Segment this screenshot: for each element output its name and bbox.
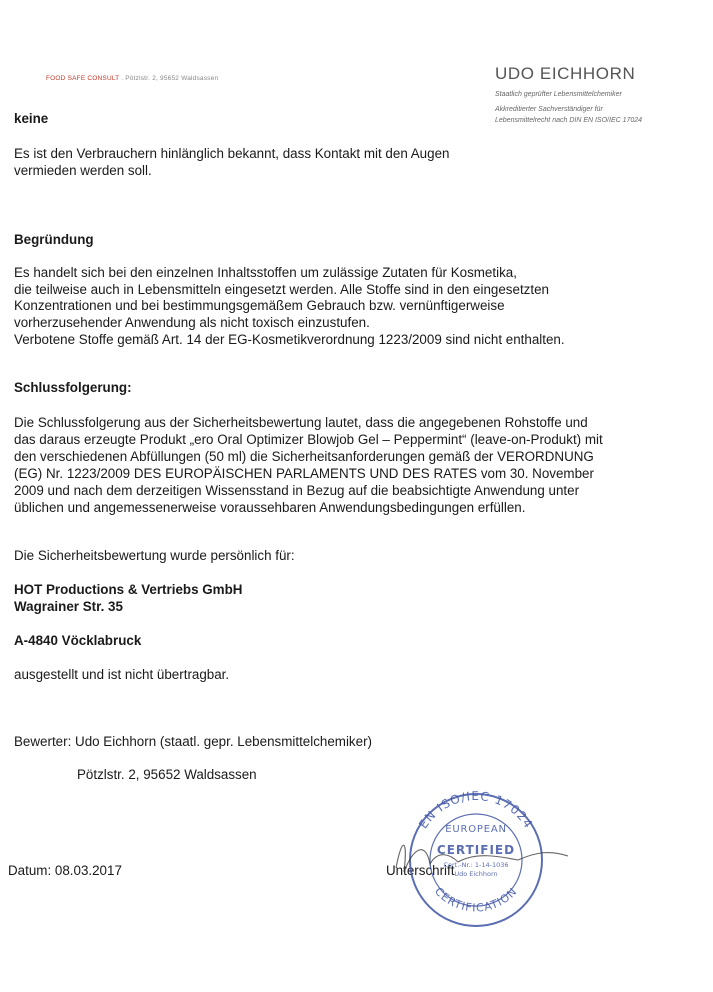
certification-stamp: [378, 780, 578, 930]
signature-label: Unterschrift: [386, 863, 455, 878]
begruendung-line: vorherzusehender Anwendung als nicht toxisch einzustufen.: [14, 315, 370, 330]
begruendung-line: Verbotene Stoffe gemäß Art. 14 der EG-Kosmetikverordnung 1223/2009 sind nicht enthalten.: [14, 332, 565, 347]
brand-name: UDO EICHHORN: [495, 64, 636, 83]
schluss-line: 2009 und nach dem derzeitigen Wissensstand in Bezug auf die beabsichtigte Anwendung unter: [14, 483, 580, 498]
stamp-holder: Udo Eichhorn: [454, 870, 498, 878]
stamp-ring-top: EN ISO/IEC 17024: [416, 788, 536, 832]
begruendung-heading: Begründung: [14, 232, 94, 247]
stamp-cert-no: Cert.-Nr.: 1-14-1036: [443, 861, 509, 869]
sender-address: Pötzlstr. 2, 95652 Waldsassen: [125, 75, 219, 82]
company-city: A-4840 Vöcklabruck: [14, 633, 142, 648]
credential-line: Lebensmittelrecht nach DIN EN ISO/IEC 17024: [495, 117, 643, 124]
company-name: HOT Productions & Vertriebs GmbH: [14, 582, 243, 597]
stamp-european: EUROPEAN: [445, 824, 507, 835]
date-line: Datum: 08.03.2017: [8, 863, 122, 878]
begruendung-line: Konzentrationen und bei bestimmungsgemäßem Gebrauch bzw. vernünftigerweise: [14, 298, 505, 313]
schluss-heading: Schlussfolgerung:: [14, 380, 132, 395]
begruendung-line: Es handelt sich bei den einzelnen Inhaltsstoffen um zulässige Zutaten für Kosmetika,: [14, 265, 517, 280]
issued-for-text: Die Sicherheitsbewertung wurde persönlich für:: [14, 548, 295, 563]
eye-contact-line: vermieden werden soll.: [14, 163, 152, 178]
schluss-line: Die Schlussfolgerung aus der Sicherheitsbewertung lautet, dass die angegebenen Rohstoffe und: [14, 415, 588, 430]
sender-line: FOOD SAFE CONSULT . Pötzlstr. 2, 95652 Waldsassen: [46, 75, 219, 82]
keine-label: keine: [14, 111, 49, 126]
stamp-ring-bottom: CERTIFICATION: [431, 884, 521, 915]
evaluator-line: Bewerter: Udo Eichhorn (staatl. gepr. Lebensmittelchemiker): [14, 734, 372, 749]
evaluator-address: Pötzlstr. 2, 95652 Waldsassen: [77, 767, 257, 782]
stamp-graphic: [378, 780, 578, 930]
company-street: Wagrainer Str. 35: [14, 599, 123, 614]
schluss-line: das daraus erzeugte Produkt „ero Oral Optimizer Blowjob Gel – Peppermint“ (leave-on-Produkt) mit: [14, 432, 603, 447]
schluss-line: den verschiedenen Abfüllungen (50 ml) die Sicherheitsanforderungen gemäß der VERORDNUNG: [14, 449, 594, 464]
schluss-line: üblichen und angemessenerweise voraussehbaren Anwendungsbedingungen erfüllen.: [14, 500, 526, 515]
credential-line: Akkreditierter Sachverständiger für: [495, 106, 603, 113]
issued-note: ausgestellt und ist nicht übertragbar.: [14, 667, 230, 682]
stamp-certified: CERTIFIED: [436, 843, 516, 857]
eye-contact-line: Es ist den Verbrauchern hinlänglich bekannt, dass Kontakt mit den Augen: [14, 146, 450, 161]
schluss-line: (EG) Nr. 1223/2009 DES EUROPÄISCHEN PARLAMENTS UND DES RATES vom 30. November: [14, 466, 594, 481]
credential-line: Staatlich geprüfter Lebensmittelchemiker: [495, 91, 622, 98]
sender-company: FOOD SAFE CONSULT: [46, 75, 120, 82]
begruendung-line: die teilweise auch in Lebensmitteln eingesetzt werden. Alle Stoffe sind in den eingesetzten: [14, 282, 549, 297]
